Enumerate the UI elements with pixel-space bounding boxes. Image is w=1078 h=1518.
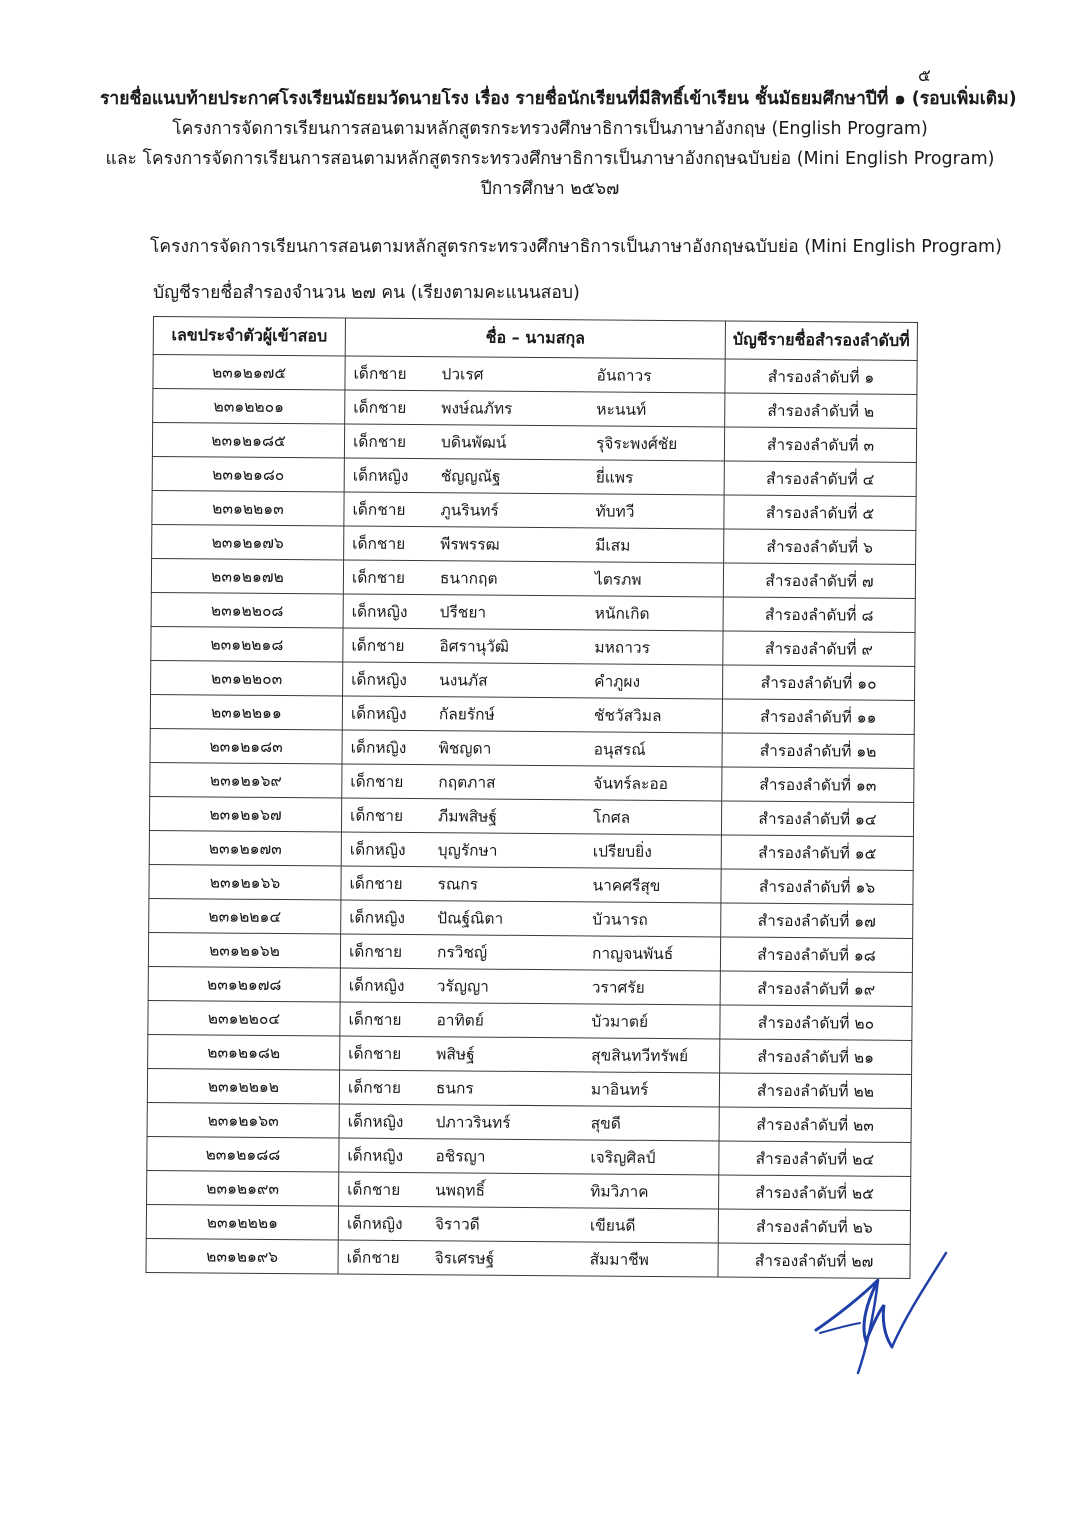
list-caption: บัญชีรายชื่อสำรองจำนวน ๒๗ คน (เรียงตามคะแนนสอบ) xyxy=(153,283,580,303)
last-name: วราศรัย xyxy=(591,978,645,997)
full-name-cell xyxy=(340,1002,720,1039)
name-grid xyxy=(351,667,722,695)
reserve-rank-cell: สำรองลำดับที่ ๑๗ xyxy=(721,903,913,939)
first-name: ปัณฐ์ณิตา xyxy=(437,909,504,928)
name-prefix: เด็กหญิง xyxy=(350,704,407,724)
first-name: บดินพัฒน์ xyxy=(440,433,507,452)
reserve-rank-cell: สำรองลำดับที่ ๑๕ xyxy=(721,835,913,871)
table-body xyxy=(146,355,917,1279)
reserve-rank-cell: สำรองลำดับที่ ๒๔ xyxy=(719,1141,911,1177)
full-name-cell xyxy=(345,356,725,393)
first-name: จิราวดี xyxy=(434,1215,480,1234)
full-name-cell xyxy=(340,1036,720,1073)
full-name-cell xyxy=(340,934,720,971)
full-name-cell xyxy=(338,1240,718,1277)
reserve-rank-cell: สำรองลำดับที่ ๑๒ xyxy=(722,733,914,769)
signature xyxy=(808,1245,953,1384)
exam-id-cell: ๒๓๑๒๒๑๘ xyxy=(151,626,343,662)
name-prefix: เด็กชาย xyxy=(352,500,406,519)
first-name: พีรพรรฒ xyxy=(440,535,500,554)
full-name-cell xyxy=(339,1070,719,1107)
reserve-rank-cell: สำรองลำดับที่ ๒๑ xyxy=(720,1039,912,1075)
first-name: ภูนรินทร์ xyxy=(440,501,499,520)
name-prefix: เด็กหญิง xyxy=(347,1112,404,1131)
last-name: มาอินทร์ xyxy=(590,1080,649,1099)
name-prefix: เด็กชาย xyxy=(352,432,407,451)
header-full-name: ชื่อ – นามสกุล xyxy=(345,318,725,359)
name-prefix: เด็กชาย xyxy=(352,534,406,553)
name-grid xyxy=(349,905,720,933)
first-name: พสิษฐ์ xyxy=(436,1045,475,1064)
heading-line-3: และ โครงการจัดการเรียนการสอนตามหลักสูตรกระทรวงศึกษาธิการเป็นภาษาอังกฤษฉบับย่อ (Mini English Program) xyxy=(105,149,995,169)
table-header-row xyxy=(153,317,917,361)
full-name-cell xyxy=(341,866,721,903)
exam-id-cell: ๒๓๑๒๑๘๐ xyxy=(152,456,344,492)
first-name: พิชญดา xyxy=(438,739,492,758)
last-name: หนักเกิด xyxy=(594,604,650,623)
full-name-cell xyxy=(341,798,721,835)
name-prefix: เด็กชาย xyxy=(348,1010,402,1029)
name-prefix: เด็กชาย xyxy=(349,874,403,893)
exam-id-cell: ๒๓๑๒๑๗๘ xyxy=(148,966,340,1002)
name-grid xyxy=(352,565,723,593)
reserve-rank-cell: สำรองลำดับที่ ๖ xyxy=(724,529,916,565)
reserve-rank-cell: สำรองลำดับที่ ๒ xyxy=(725,393,917,429)
name-grid xyxy=(349,871,720,899)
name-grid xyxy=(353,395,724,423)
signature-mark xyxy=(808,1245,953,1380)
heading-line-4: ปีการศึกษา ๒๕๖๗ xyxy=(480,179,620,199)
last-name: อันถาวร xyxy=(596,366,652,385)
last-name: เจริญศิลป์ xyxy=(590,1148,656,1167)
full-name-cell xyxy=(342,764,722,801)
exam-id-cell: ๒๓๑๒๑๙๓ xyxy=(147,1170,339,1206)
exam-id-cell: ๒๓๑๒๑๙๖ xyxy=(146,1238,338,1274)
exam-id-cell: ๒๓๑๒๑๖๙ xyxy=(150,762,342,798)
name-prefix: เด็กชาย xyxy=(347,1180,401,1199)
last-name: มีเสม xyxy=(595,536,631,555)
name-grid xyxy=(348,1109,719,1137)
reserve-rank-cell: สำรองลำดับที่ ๒๒ xyxy=(719,1073,911,1109)
name-grid xyxy=(349,973,720,1001)
first-name: บุญรักษา xyxy=(437,841,498,860)
full-name-cell xyxy=(339,1104,719,1141)
full-name-cell xyxy=(343,560,723,597)
last-name: สุขดี xyxy=(590,1114,621,1133)
full-name-cell xyxy=(341,900,721,937)
exam-id-cell: ๒๓๑๒๒๑๓ xyxy=(152,490,344,526)
name-prefix: เด็กชาย xyxy=(350,806,404,825)
exam-id-cell: ๒๓๑๒๑๘๕ xyxy=(152,423,344,459)
name-grid xyxy=(353,463,724,491)
last-name: บัวนารถ xyxy=(592,910,648,929)
exam-id-cell: ๒๓๑๒๑๖๓ xyxy=(147,1102,339,1138)
name-grid xyxy=(350,837,721,865)
first-name: นพฤทธิ์ xyxy=(435,1181,486,1200)
name-grid xyxy=(349,939,720,967)
first-name: อชิรญา xyxy=(435,1147,486,1166)
full-name-cell xyxy=(343,662,723,699)
name-prefix: เด็กชาย xyxy=(353,398,407,417)
full-name-cell xyxy=(341,832,721,869)
first-name: กรวิชญ์ xyxy=(436,943,488,962)
exam-id-cell: ๒๓๑๒๑๖๗ xyxy=(149,796,341,832)
reserve-list-table-container xyxy=(145,316,916,1279)
reserve-rank-cell: สำรองลำดับที่ ๑๘ xyxy=(720,937,912,973)
name-prefix: เด็กหญิง xyxy=(348,976,405,995)
first-name: นงนภัส xyxy=(439,671,488,690)
name-prefix: เด็กชาย xyxy=(350,772,404,791)
name-grid xyxy=(350,803,721,831)
name-prefix: เด็กหญิง xyxy=(347,1146,404,1165)
last-name: เขียนดี xyxy=(589,1216,636,1235)
reserve-list-table xyxy=(145,316,917,1279)
exam-id-cell: ๒๓๑๒๑๖๒ xyxy=(148,932,340,968)
program-title: โครงการจัดการเรียนการสอนตามหลักสูตรกระทรวงศึกษาธิการเป็นภาษาอังกฤษฉบับย่อ (Mini English Program) xyxy=(150,237,1002,257)
first-name: กัลยรักษ์ xyxy=(438,705,495,724)
reserve-rank-cell: สำรองลำดับที่ ๓ xyxy=(724,427,916,463)
full-name-cell xyxy=(344,458,724,495)
last-name: จันทร์ละออ xyxy=(593,774,669,794)
name-grid xyxy=(348,1007,719,1035)
last-name: อนุสรณ์ xyxy=(593,740,646,759)
document-heading xyxy=(100,84,1017,204)
last-name: ชัชวัสวิมล xyxy=(593,706,662,726)
reserve-rank-cell: สำรองลำดับที่ ๒๕ xyxy=(719,1175,911,1211)
last-name: ยี่แพร xyxy=(595,468,634,487)
exam-id-cell: ๒๓๑๒๑๖๖ xyxy=(149,864,341,900)
exam-id-cell: ๒๓๑๒๒๑๒ xyxy=(147,1068,339,1104)
exam-id-cell: ๒๓๑๒๒๐๘ xyxy=(151,592,343,628)
name-grid xyxy=(348,1075,719,1103)
last-name: คำภูผง xyxy=(594,672,641,691)
heading-line-1: รายชื่อแนบท้ายประกาศโรงเรียนมัธยมวัดนายโรง เรื่อง รายชื่อนักเรียนที่มีสิทธิ์เข้าเรียน ชั้นมัธยมศึกษาปีที่ ๑ (รอบเพิ่มเติม) xyxy=(100,89,1017,109)
name-prefix: เด็กหญิง xyxy=(351,670,407,690)
last-name: บัวมาตย์ xyxy=(591,1012,649,1031)
full-name-cell xyxy=(344,424,724,461)
exam-id-cell: ๒๓๑๒๑๘๘ xyxy=(147,1136,339,1172)
name-prefix: เด็กชาย xyxy=(348,1044,402,1063)
exam-id-cell: ๒๓๑๒๒๒๑ xyxy=(146,1204,338,1240)
name-grid xyxy=(348,1041,719,1069)
table-row xyxy=(146,1238,910,1278)
exam-id-cell: ๒๓๑๒๑๗๒ xyxy=(151,558,343,594)
last-name: ไตรภพ xyxy=(594,570,642,589)
first-name: อาทิตย์ xyxy=(436,1011,484,1030)
name-prefix: เด็กชาย xyxy=(346,1248,400,1267)
first-name: ปวเรศ xyxy=(441,365,484,384)
reserve-rank-cell: สำรองลำดับที่ ๒๗ xyxy=(718,1243,910,1279)
exam-id-cell: ๒๓๑๒๑๗๕ xyxy=(153,355,345,391)
name-prefix: เด็กหญิง xyxy=(346,1214,403,1233)
first-name: ปภาวรินทร์ xyxy=(435,1113,511,1132)
name-grid xyxy=(352,599,723,627)
first-name: พงษ์ณภัทร xyxy=(441,399,513,418)
reserve-rank-cell: สำรองลำดับที่ ๒๐ xyxy=(720,1005,912,1041)
full-name-cell xyxy=(344,526,724,563)
last-name: สุขสินทวีทรัพย์ xyxy=(591,1046,689,1066)
last-name: ทับทวี xyxy=(595,502,635,521)
full-name-cell xyxy=(339,1172,719,1209)
reserve-rank-cell: สำรองลำดับที่ ๑๙ xyxy=(720,971,912,1007)
full-name-cell xyxy=(340,968,720,1005)
reserve-rank-cell: สำรองลำดับที่ ๕ xyxy=(724,495,916,531)
name-prefix: เด็กหญิง xyxy=(349,840,406,859)
first-name: อิศรานุวัฒิ xyxy=(439,637,509,656)
last-name: เปรียบยิ่ง xyxy=(592,842,652,861)
name-prefix: เด็กชาย xyxy=(351,568,406,587)
name-grid xyxy=(347,1143,718,1171)
name-grid xyxy=(347,1245,718,1273)
reserve-rank-cell: สำรองลำดับที่ ๒๖ xyxy=(718,1209,910,1245)
full-name-cell xyxy=(342,730,722,767)
name-grid xyxy=(351,735,722,763)
reserve-rank-cell: สำรองลำดับที่ ๘ xyxy=(723,597,915,633)
reserve-rank-cell: สำรองลำดับที่ ๑๖ xyxy=(721,869,913,905)
full-name-cell xyxy=(343,594,723,631)
full-name-cell xyxy=(342,696,722,733)
first-name: ชัญญณัฐ xyxy=(440,467,501,486)
header-exam-id: เลขประจำตัวผู้เข้าสอบ xyxy=(153,317,345,357)
reserve-rank-cell: สำรองลำดับที่ ๑๑ xyxy=(722,699,914,735)
last-name: มหถาวร xyxy=(594,638,651,657)
last-name: กาญจนพันธ์ xyxy=(591,944,674,964)
reserve-rank-cell: สำรองลำดับที่ ๑๔ xyxy=(721,801,913,837)
name-grid xyxy=(351,701,722,729)
exam-id-cell: ๒๓๑๒๒๑๔ xyxy=(149,898,341,934)
reserve-rank-cell: สำรองลำดับที่ ๑๐ xyxy=(723,665,915,701)
full-name-cell xyxy=(338,1206,718,1243)
name-prefix: เด็กหญิง xyxy=(350,738,407,758)
exam-id-cell: ๒๓๑๒๒๐๔ xyxy=(148,1000,340,1036)
name-grid xyxy=(352,531,723,559)
exam-id-cell: ๒๓๑๒๑๗๓ xyxy=(149,830,341,866)
name-prefix: เด็กชาย xyxy=(353,364,407,383)
reserve-rank-cell: สำรองลำดับที่ ๒๓ xyxy=(719,1107,911,1143)
name-grid xyxy=(352,497,723,525)
first-name: วรัญญา xyxy=(436,977,489,996)
last-name: สัมมาชีพ xyxy=(589,1250,650,1269)
first-name: ธนากฤต xyxy=(439,569,498,588)
reserve-rank-cell: สำรองลำดับที่ ๑๓ xyxy=(722,767,914,803)
header-reserve-rank: บัญชีรายชื่อสำรองลำดับที่ xyxy=(725,321,917,361)
first-name: จิรเศรษฐ์ xyxy=(434,1249,495,1268)
name-grid xyxy=(347,1177,718,1205)
full-name-cell xyxy=(344,492,724,529)
name-prefix: เด็กหญิง xyxy=(349,908,406,927)
first-name: รณกร xyxy=(437,875,479,894)
first-name: ธนกร xyxy=(435,1079,474,1098)
last-name: รุจิระพงศ์ชัย xyxy=(595,434,678,454)
first-name: ปรีชยา xyxy=(439,603,487,622)
name-prefix: เด็กชาย xyxy=(351,636,405,655)
full-name-cell xyxy=(339,1138,719,1175)
name-prefix: เด็กชาย xyxy=(348,942,403,961)
last-name: ทิมวิภาค xyxy=(590,1182,649,1201)
page-number: ๕ xyxy=(918,66,931,86)
name-prefix: เด็กหญิง xyxy=(351,602,408,622)
name-prefix: เด็กชาย xyxy=(347,1078,402,1097)
exam-id-cell: ๒๓๑๒๑๘๒ xyxy=(148,1034,340,1070)
name-grid xyxy=(353,361,724,389)
name-grid xyxy=(351,633,722,661)
exam-id-cell: ๒๓๑๒๒๐๑ xyxy=(153,389,345,425)
heading-line-2: โครงการจัดการเรียนการสอนตามหลักสูตรกระทรวงศึกษาธิการเป็นภาษาอังกฤษ (English Program) xyxy=(172,119,928,139)
full-name-cell xyxy=(343,628,723,665)
name-grid xyxy=(350,769,721,797)
exam-id-cell: ๒๓๑๒๑๘๓ xyxy=(150,728,342,764)
exam-id-cell: ๒๓๑๒๒๐๓ xyxy=(151,660,343,696)
reserve-rank-cell: สำรองลำดับที่ ๑ xyxy=(725,359,917,395)
name-grid xyxy=(353,429,724,457)
name-grid xyxy=(347,1211,718,1239)
last-name: โกศล xyxy=(593,808,631,827)
last-name: นาคศรีสุข xyxy=(592,876,661,896)
first-name: ภีมพสิษฐ์ xyxy=(438,807,498,826)
reserve-rank-cell: สำรองลำดับที่ ๙ xyxy=(723,631,915,667)
full-name-cell xyxy=(345,390,725,427)
reserve-rank-cell: สำรองลำดับที่ ๔ xyxy=(724,461,916,497)
reserve-rank-cell: สำรองลำดับที่ ๗ xyxy=(723,563,915,599)
last-name: หะนนท์ xyxy=(596,400,647,419)
first-name: กฤตภาส xyxy=(438,773,496,792)
exam-id-cell: ๒๓๑๒๑๗๖ xyxy=(152,524,344,560)
name-prefix: เด็กหญิง xyxy=(352,466,409,486)
exam-id-cell: ๒๓๑๒๒๑๑ xyxy=(150,694,342,730)
